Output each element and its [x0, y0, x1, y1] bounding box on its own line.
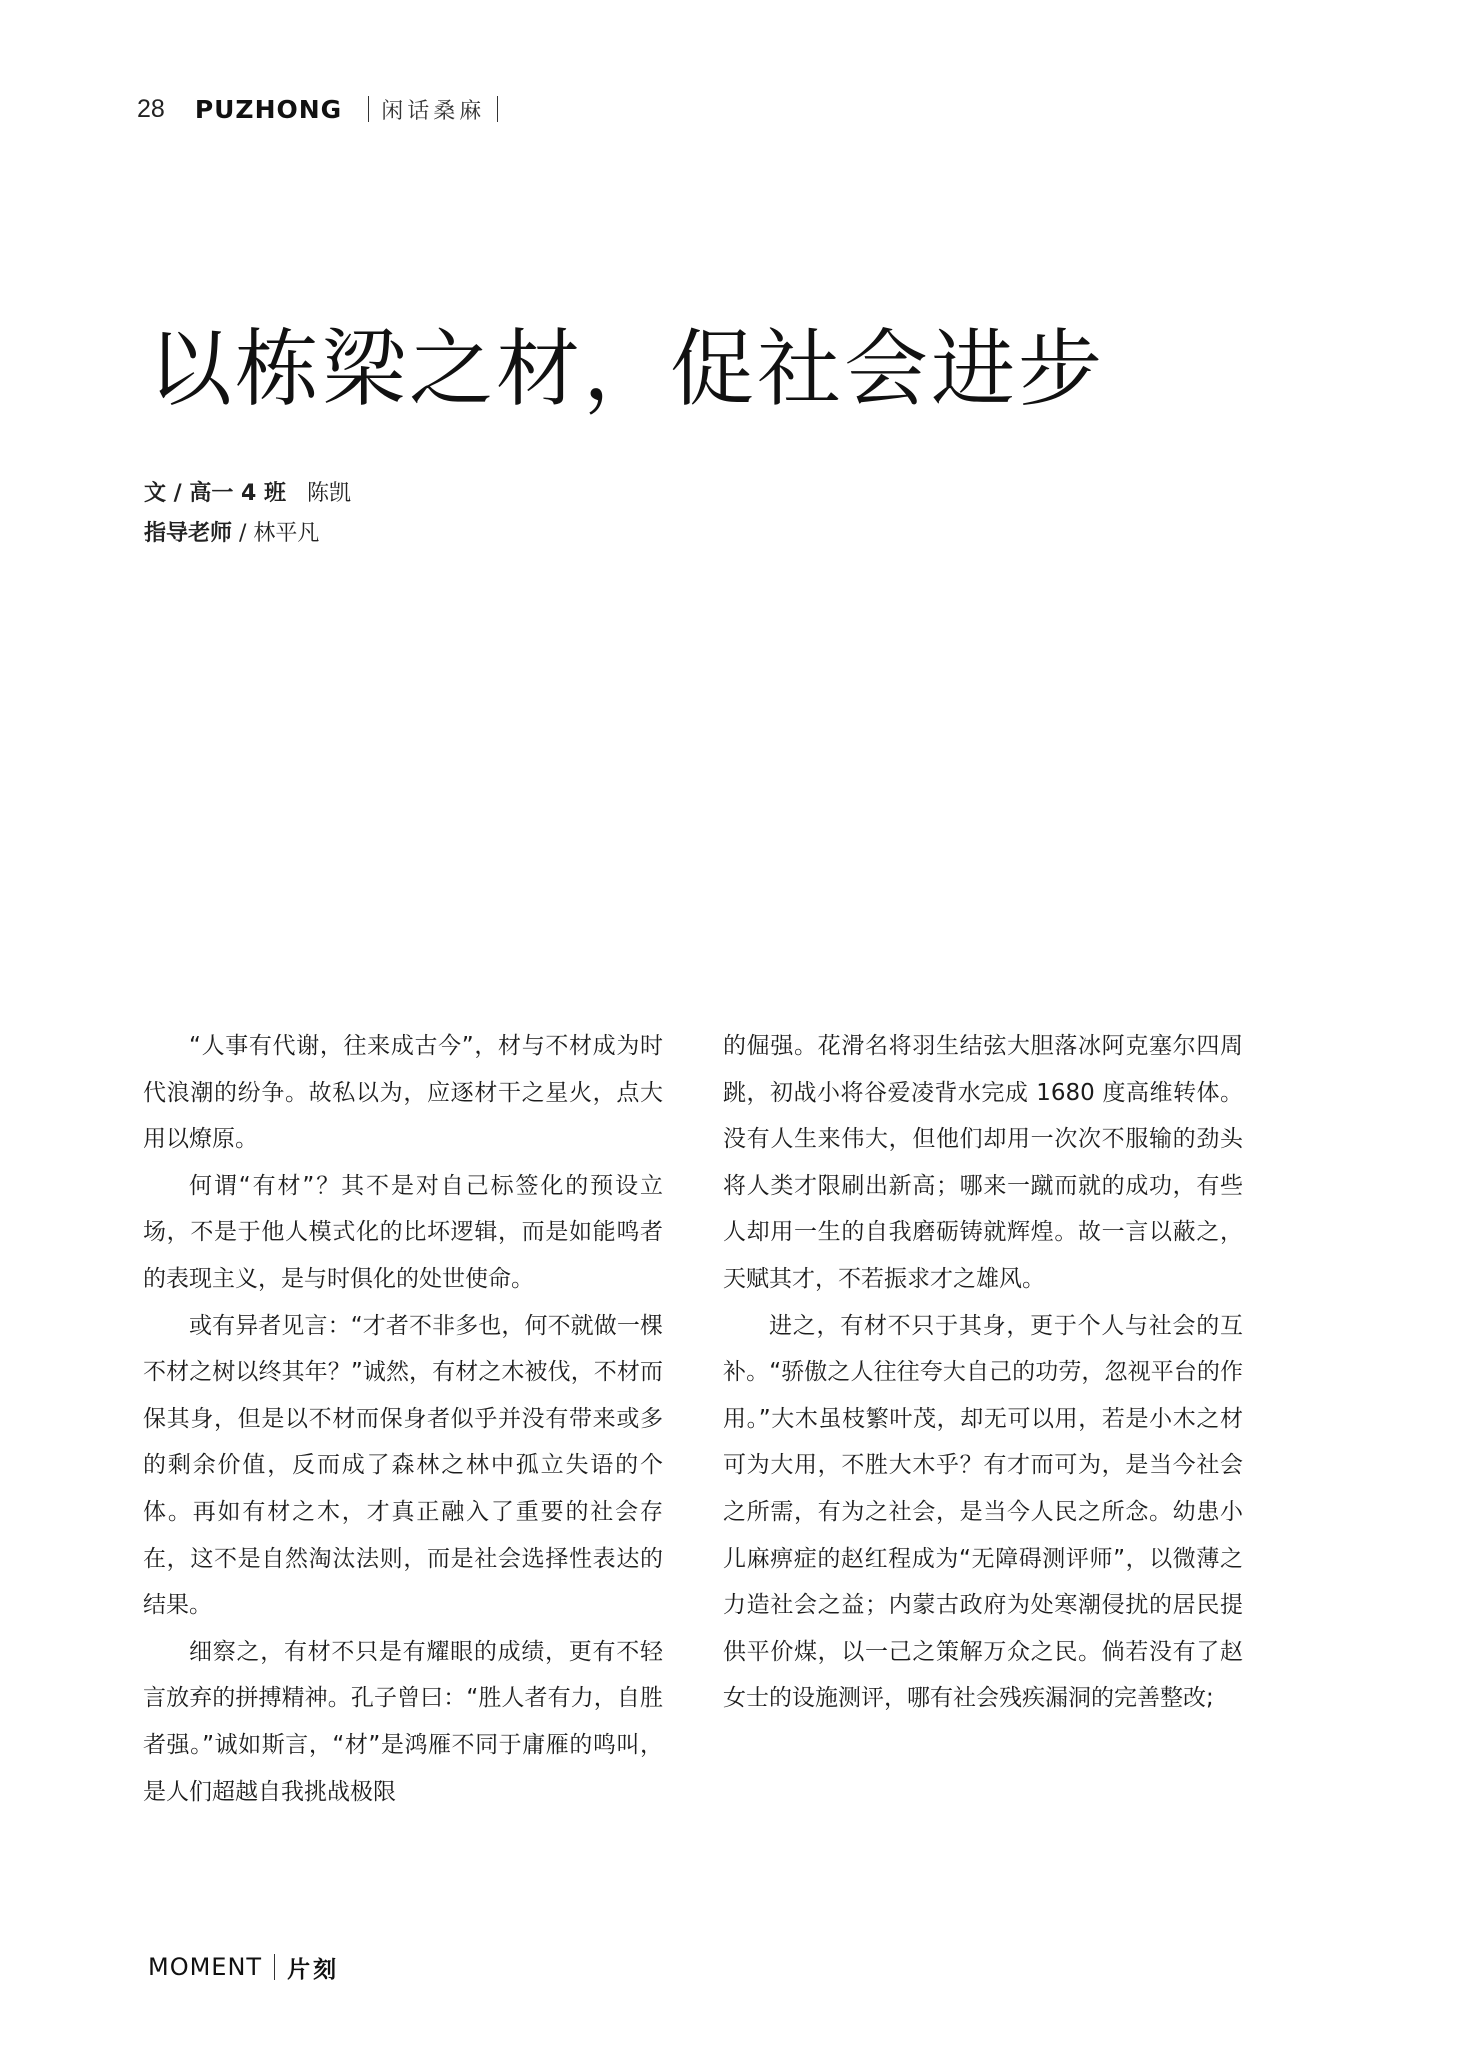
footer-divider — [274, 1954, 275, 1980]
header-divider — [497, 96, 498, 122]
page-footer — [148, 1950, 339, 1984]
paragraph: “人事有代谢，往来成古今”，材与不材成为时代浪潮的纷争。故私以为，应逐材干之星火，点大用以燎原。 — [143, 1033, 663, 1153]
author-line — [144, 474, 351, 514]
advisor-label: 指导老师 — [144, 521, 233, 546]
footer-brand: MOMENT — [148, 1953, 263, 1981]
paragraph: 进之，有材不只于其身，更于个人与社会的互补。“骄傲之人往往夸大自己的功劳，忽视平台的作用。”大木虽枝繁叶茂，却无可以用，若是小木之材可为大用，不胜大木乎？有才而可为，是当今社会之所需，有为之社会，是当今人民之所念。幼患小儿麻痹症的赵红程成为“无障碍测评师”，以微薄之力造社会之益；内蒙古政府为处寒潮侵扰的居民提供平价煤，以一己之策解万众之民。倘若没有了赵女士的设施测评，哪有社会残疾漏洞的完善整改; — [723, 1312, 1243, 1712]
section-name: 闲话桑麻 — [381, 98, 486, 124]
paragraph-continued: 的倔强。花滑名将羽生结弦大胆落冰阿克塞尔四周跳，初战小将谷爱凌背水完成 1680 度高维转体。没有人生来伟大，但他们却用一次次不服输的劲头将人类才限刷出新高；哪来一蹴而就的成功，有些人却用一生的自我磨砺铸就辉煌。故一言以蔽之，天赋其才，不若振求才之雄风。 — [723, 1033, 1243, 1292]
magazine-brand: PUZHONG — [194, 94, 343, 124]
advisor-name: / 林平凡 — [239, 521, 320, 546]
article-title: 以栋梁之材，促社会进步 — [148, 320, 1106, 418]
paragraph: 何谓“有材”？其不是对自己标签化的预设立场，不是于他人模式化的比坏逻辑，而是如能鸣者的表现主义，是与时俱化的处世使命。 — [143, 1172, 663, 1292]
page-number: 28 — [137, 94, 165, 123]
advisor-line — [144, 514, 351, 554]
paragraph: 细察之，有材不只是有耀眼的成绩，更有不轻言放弃的拼搏精神。孔子曾曰：“胜人者有力，自胜者强。”诚如斯言，“材”是鸿雁不同于庸雁的鸣叫，是人们超越自我挑战极限 — [143, 1638, 663, 1805]
body-column-left — [143, 1023, 663, 1815]
footer-section: 片刻 — [287, 1956, 340, 1983]
paragraph: 或有异者见言：“才者不非多也，何不就做一棵不材之树以终其年？”诚然，有材之木被伐，不材而保其身，但是以不材而保身者似乎并没有带来或多的剩余价值，反而成了森林之林中孤立失语的个体。再如有材之木，才真正融入了重要的社会存在，这不是自然淘汰法则，而是社会选择性表达的结果。 — [143, 1312, 663, 1619]
page-header — [137, 92, 510, 126]
author-name: 陈凯 — [306, 481, 351, 506]
author-label: 文 / 高一 4 班 — [144, 481, 286, 506]
byline — [144, 474, 351, 554]
body-column-right — [723, 1023, 1243, 1722]
header-divider — [368, 96, 369, 122]
